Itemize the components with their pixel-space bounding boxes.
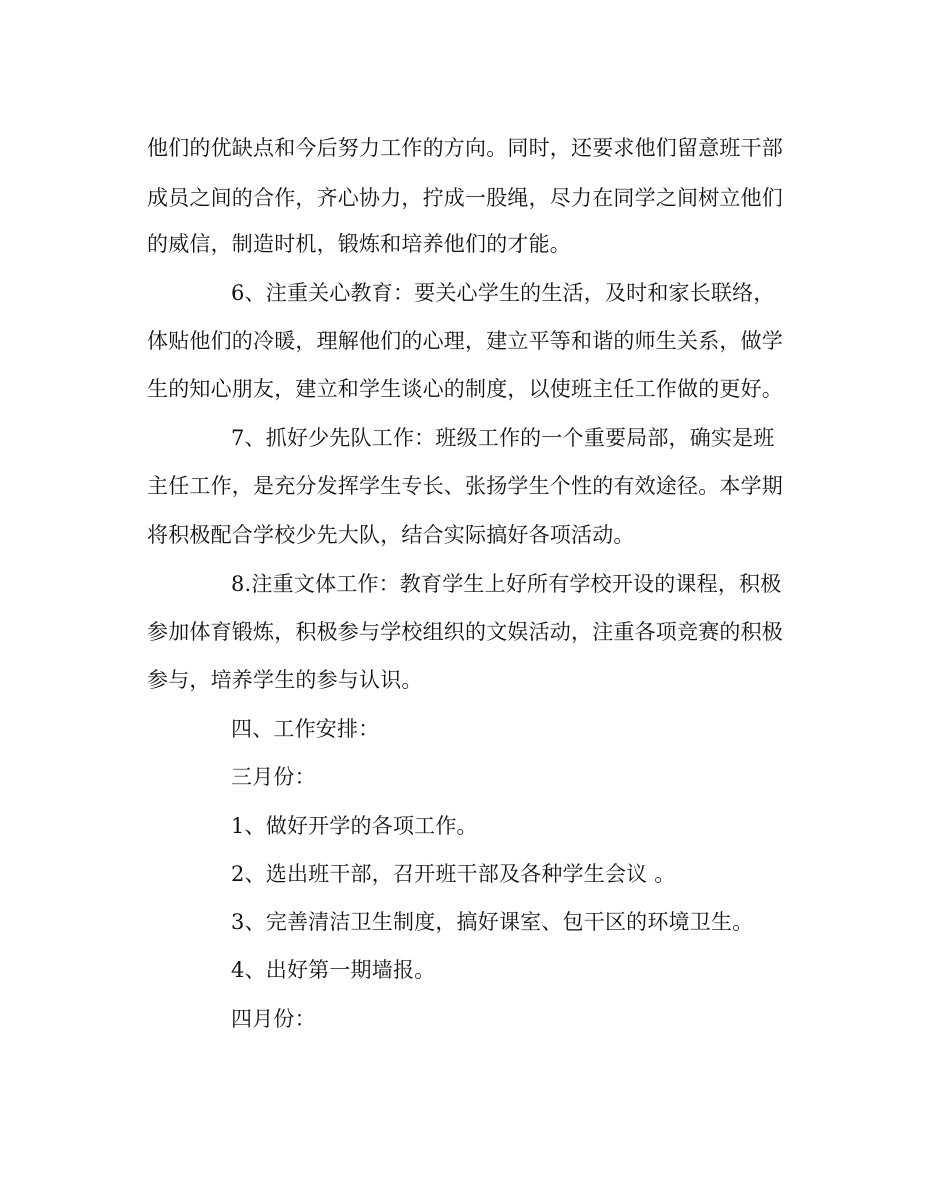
- paragraph-line: 参与，培养学生的参与认识。: [147, 668, 423, 692]
- list-item: 4、出好第一期墙报。: [231, 958, 436, 982]
- paragraph-line: 的威信，制造时机，锻炼和培养他们的才能。: [147, 232, 571, 256]
- month-heading: 三月份：: [231, 765, 316, 789]
- paragraph-line: 他们的优缺点和今后努力工作的方向。同时，还要求他们留意班干部: [147, 136, 783, 160]
- list-item: 1、做好开学的各项工作。: [231, 814, 478, 838]
- paragraph-line: 体贴他们的冷暖，理解他们的心理，建立平等和谐的师生关系，做学: [147, 329, 783, 353]
- paragraph-line: 7、抓好少先队工作：班级工作的一个重要局部，确实是班: [231, 426, 775, 450]
- paragraph-line: 6、注重关心教育：要关心学生的生活，及时和家长联络，: [231, 281, 775, 305]
- paragraph-line: 主任工作，是充分发挥学生专长、张扬学生个性的有效途径。本学期: [147, 474, 783, 498]
- paragraph-line: 参加体育锻炼，积极参与学校组织的文娱活动，注重各项竞赛的积极: [147, 620, 783, 644]
- section-heading: 四、工作安排：: [231, 717, 380, 741]
- list-item: 3、完善清洁卫生制度，搞好课室、包干区的环境卫生。: [231, 910, 754, 934]
- paragraph-line: 将积极配合学校少先大队，结合实际搞好各项活动。: [147, 523, 635, 547]
- paragraph-line: 8.注重文体工作：教育学生上好所有学校开设的课程，积极: [231, 572, 782, 596]
- list-item: 2、选出班干部，召开班干部及各种学生会议 。: [231, 862, 676, 886]
- paragraph-line: 成员之间的合作，齐心协力，拧成一股绳，尽力在同学之间树立他们: [147, 186, 783, 210]
- month-heading: 四月份：: [231, 1007, 316, 1031]
- paragraph-line: 生的知心朋友，建立和学生谈心的制度，以使班主任工作做的更好。: [147, 377, 783, 401]
